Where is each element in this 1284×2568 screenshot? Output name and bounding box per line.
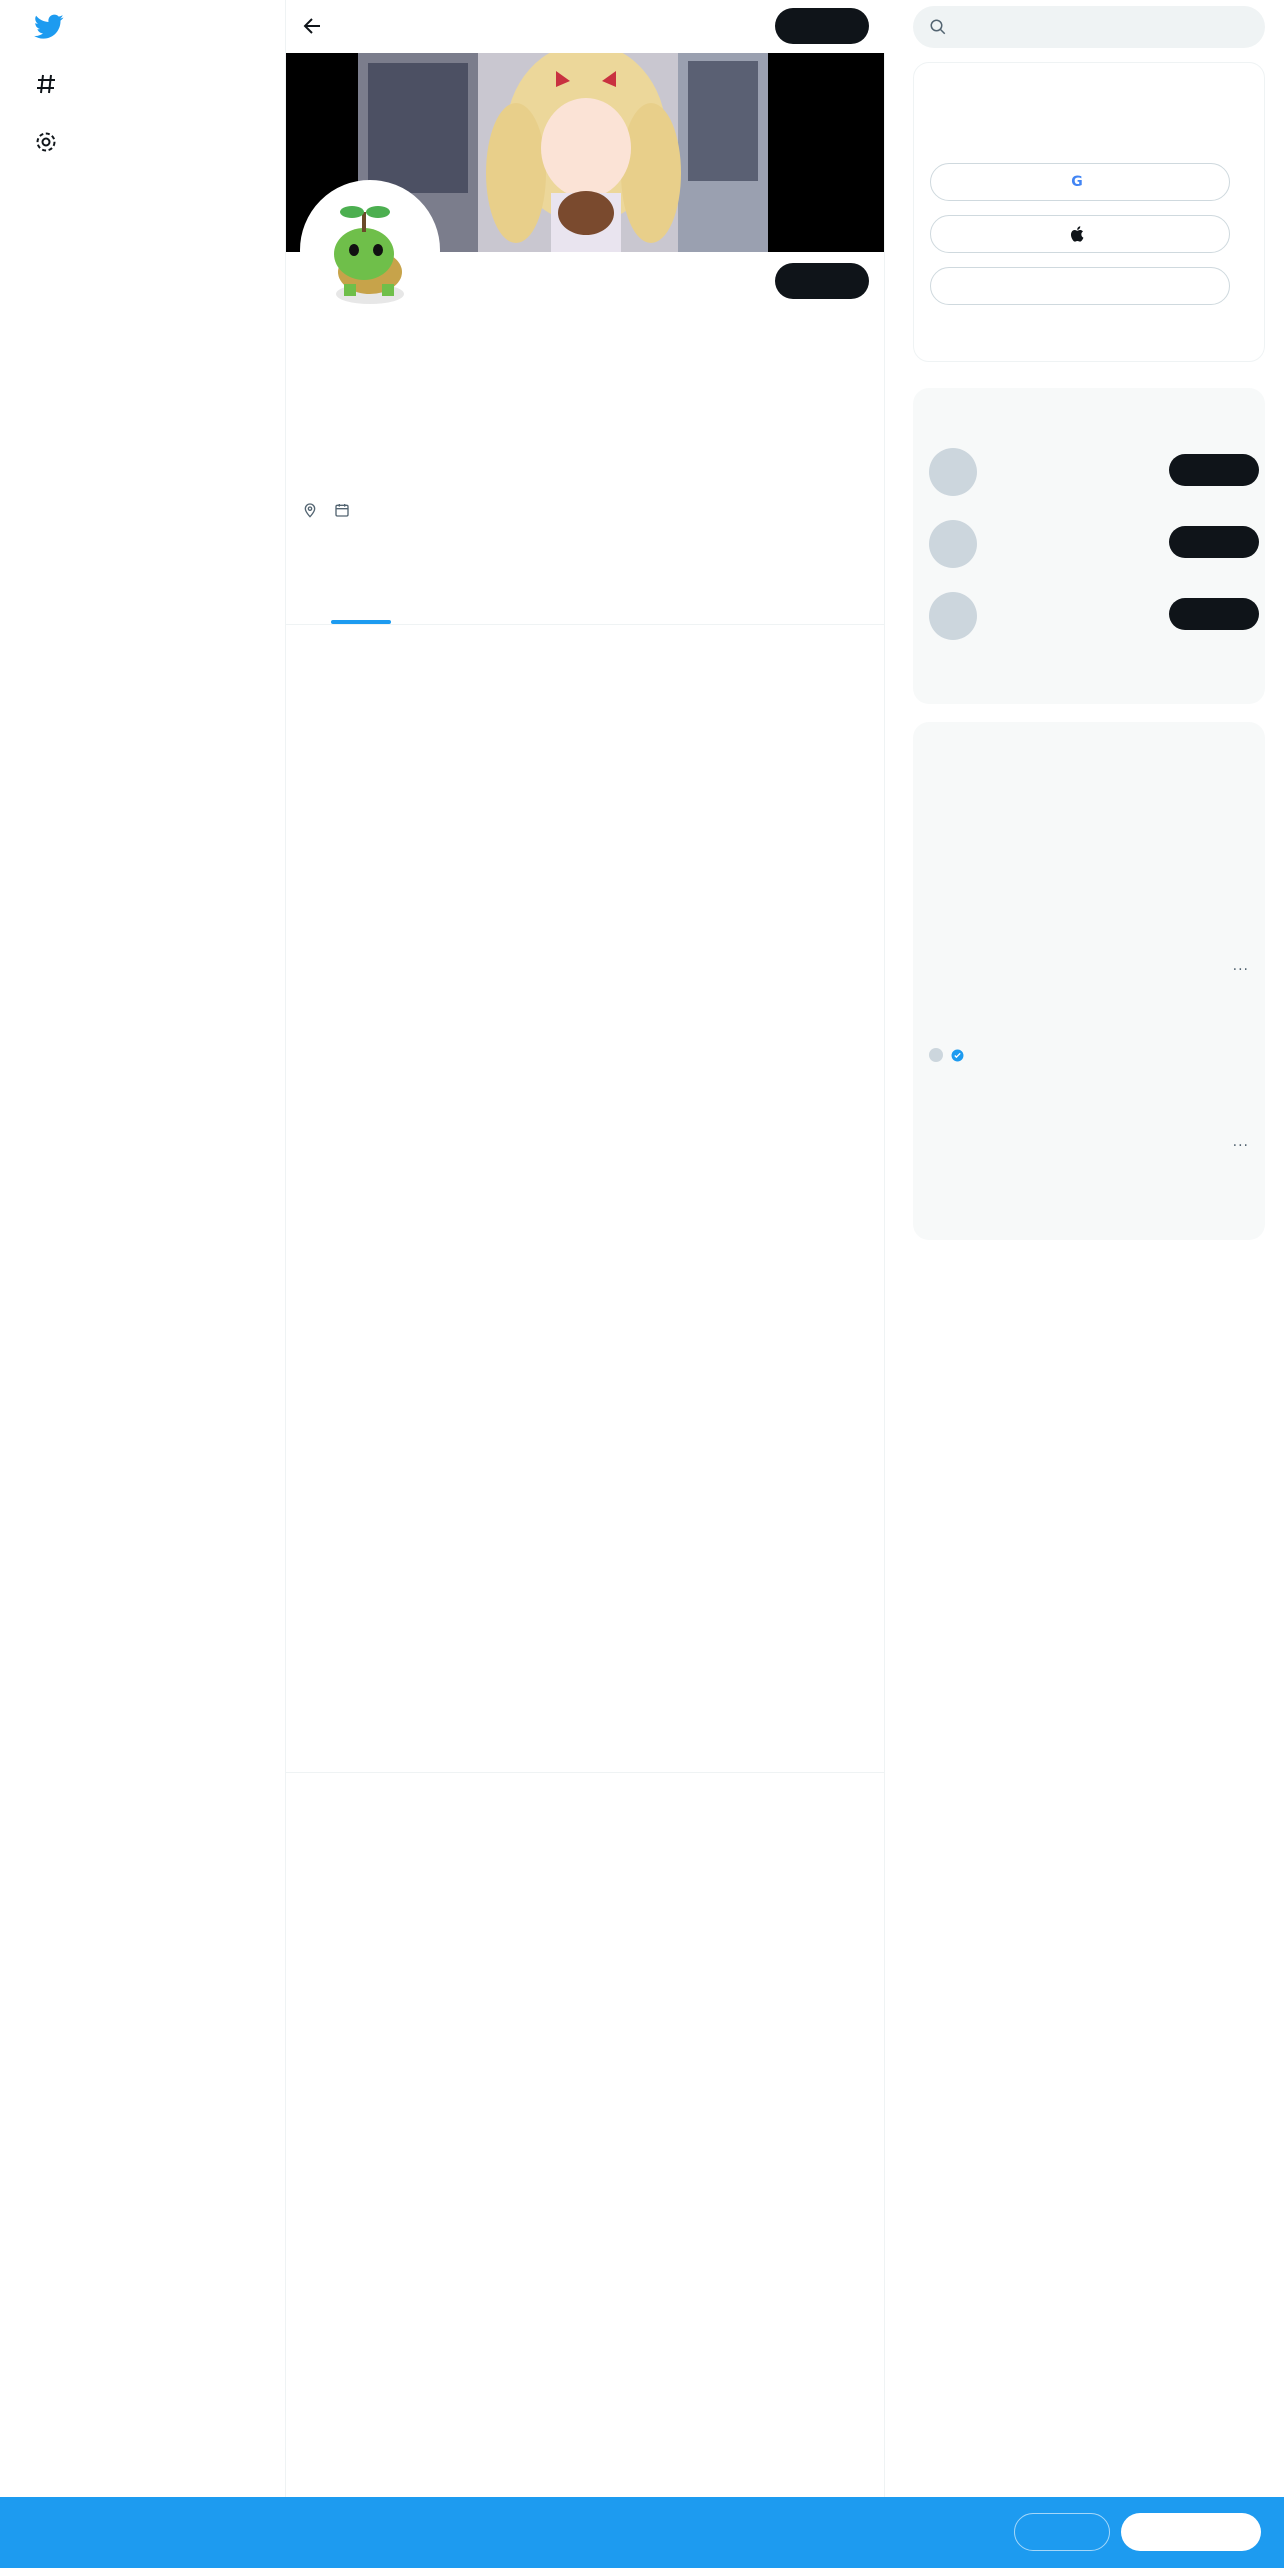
apple-icon	[1070, 226, 1084, 242]
avatar	[929, 448, 977, 496]
search-icon	[929, 18, 947, 36]
search-box[interactable]	[913, 6, 1265, 48]
recommended-tweets-card	[913, 388, 1265, 704]
recommended-follow-button[interactable]	[1169, 526, 1259, 558]
profile-avatar[interactable]	[300, 180, 440, 320]
profile-meta	[302, 502, 354, 518]
recommended-user[interactable]	[929, 446, 1249, 498]
hashtag-icon	[34, 72, 58, 96]
turtwig-avatar-image	[304, 184, 436, 316]
location-pin-icon	[302, 502, 318, 518]
login-button[interactable]	[1014, 2513, 1110, 2551]
tab-media[interactable]	[585, 572, 735, 624]
nav-settings[interactable]	[34, 130, 82, 154]
phone-signup-button[interactable]	[930, 267, 1230, 305]
google-signup-button[interactable]	[930, 163, 1230, 201]
more-icon[interactable]: ···	[1232, 1138, 1249, 1154]
left-nav	[0, 0, 286, 2568]
signup-card	[913, 62, 1265, 362]
topbar-follow-button[interactable]	[775, 8, 869, 44]
recommended-follow-button[interactable]	[1169, 598, 1259, 630]
recommended-user[interactable]	[929, 518, 1249, 570]
recommended-topics	[286, 1440, 884, 1773]
google-icon: G	[1071, 174, 1083, 190]
profile-follow-button[interactable]	[775, 263, 869, 299]
profile-location	[302, 502, 322, 518]
more-icon[interactable]: ···	[1232, 962, 1249, 978]
footer-links	[929, 1258, 1249, 1318]
gear-icon	[34, 130, 58, 154]
avatar	[929, 520, 977, 568]
profile-topbar	[286, 0, 886, 53]
tab-tweets[interactable]	[286, 572, 436, 624]
avatar	[929, 592, 977, 640]
followers-link[interactable]	[326, 536, 330, 552]
source-avatar	[929, 1048, 943, 1062]
trend-item[interactable]	[929, 1048, 1249, 1062]
back-arrow-icon[interactable]	[300, 14, 324, 38]
tab-tweets-and-replies[interactable]	[436, 572, 586, 624]
recommended-follow-button[interactable]	[1169, 454, 1259, 486]
trend-category	[929, 1048, 1249, 1062]
trends-card	[913, 722, 1265, 1240]
nav-explore[interactable]	[34, 72, 82, 96]
profile-column	[285, 0, 885, 2568]
bottom-signup-bar	[0, 2497, 1284, 2568]
profile-tabs	[286, 572, 884, 625]
profile-follow-stats	[302, 536, 331, 552]
tab-likes[interactable]	[735, 572, 885, 624]
following-link[interactable]	[302, 536, 306, 552]
apple-signup-button[interactable]	[930, 215, 1230, 253]
twitter-logo-icon[interactable]	[34, 14, 64, 40]
profile-joined	[334, 502, 354, 518]
recommended-user[interactable]	[929, 590, 1249, 642]
verified-badge-icon	[951, 1049, 964, 1062]
calendar-icon	[334, 502, 350, 518]
signup-button[interactable]	[1121, 2513, 1261, 2551]
